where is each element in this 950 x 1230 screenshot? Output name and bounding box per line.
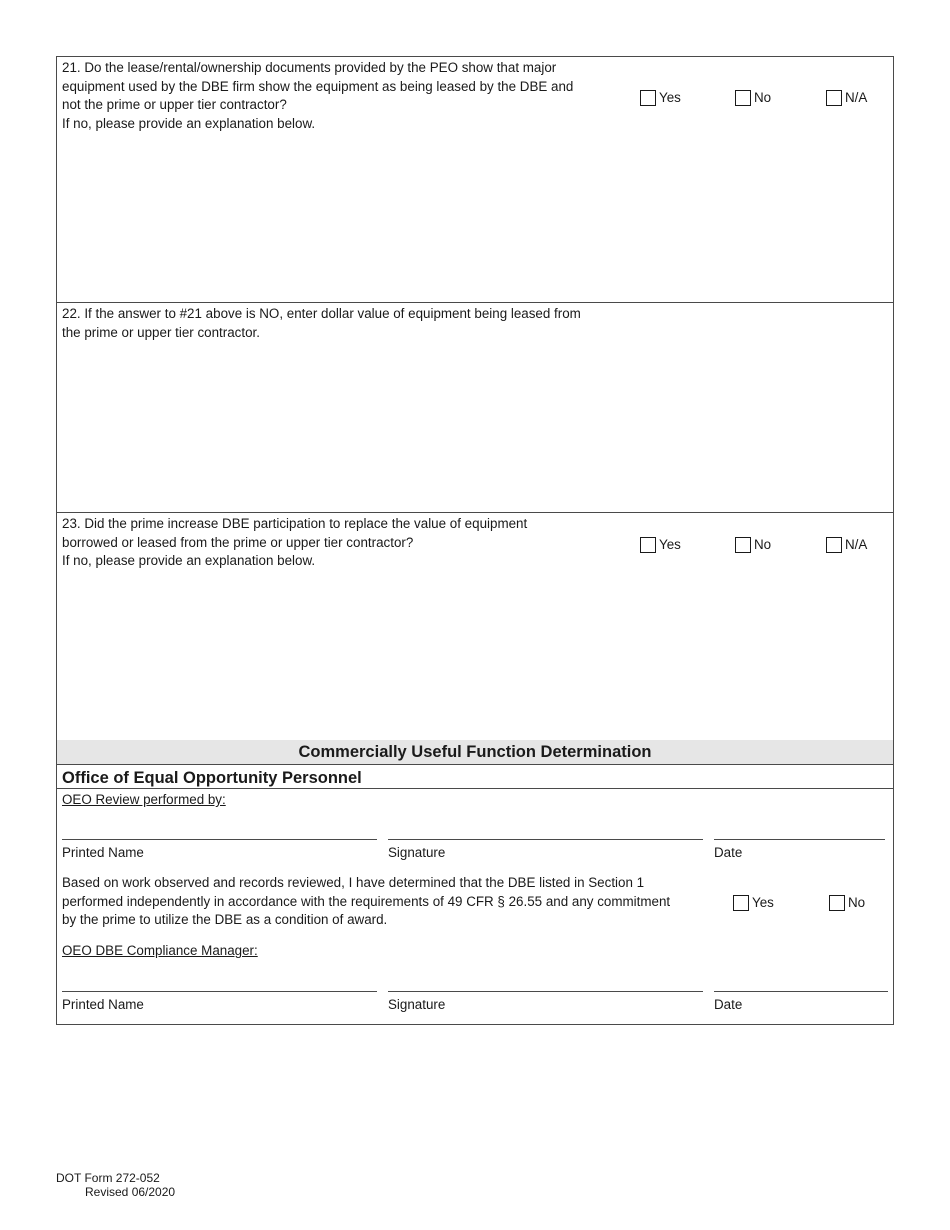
q21-na-label: N/A <box>845 90 868 105</box>
date-label: Date <box>714 845 743 860</box>
q21-explanation-area[interactable] <box>57 137 893 301</box>
q23-na-label: N/A <box>845 537 868 552</box>
q21-line-2: equipment used by the DBE firm show the equipment as being leased by the DBE and <box>62 78 574 94</box>
manager-signature-line[interactable] <box>388 991 703 992</box>
divider <box>57 302 893 303</box>
q21-line-4: If no, please provide an explanation below. <box>62 116 316 132</box>
date-line[interactable] <box>714 839 885 840</box>
determination-line-2: performed independently in accordance with the requirements of 49 CFR § 26.55 and any commitment <box>62 893 671 909</box>
q23-no-checkbox[interactable] <box>735 536 771 554</box>
checkbox-icon[interactable] <box>735 90 751 106</box>
determination-no-label: No <box>848 895 866 910</box>
oeo-review-label: OEO Review performed by: <box>62 792 226 807</box>
printed-name-line[interactable] <box>62 839 377 840</box>
revised-date: Revised 06/2020 <box>85 1185 176 1199</box>
q23-text <box>62 515 527 571</box>
compliance-manager-label: OEO DBE Compliance Manager: <box>62 943 258 958</box>
q23-yes-label: Yes <box>659 537 681 552</box>
office-heading: Office of Equal Opportunity Personnel <box>62 769 362 787</box>
checkbox-icon[interactable] <box>733 895 749 911</box>
manager-date-label: Date <box>714 997 743 1012</box>
q23-line-1: 23. Did the prime increase DBE participation to replace the value of equipment <box>62 516 528 531</box>
q21-no-checkbox[interactable] <box>735 89 771 107</box>
q22-line-2: the prime or upper tier contractor. <box>62 324 260 340</box>
section-title: Commercially Useful Function Determination <box>57 740 893 764</box>
form-frame <box>56 56 894 1025</box>
determination-no-checkbox[interactable] <box>829 894 865 912</box>
q23-line-2: borrowed or leased from the prime or upper tier contractor? <box>62 534 414 550</box>
manager-signature-label: Signature <box>388 997 446 1012</box>
q21-yes-checkbox[interactable] <box>640 89 681 107</box>
form-number: DOT Form 272-052 <box>56 1171 160 1185</box>
checkbox-icon[interactable] <box>735 537 751 553</box>
determination-yes-checkbox[interactable] <box>733 894 774 912</box>
divider <box>57 764 893 765</box>
checkbox-icon[interactable] <box>640 90 656 106</box>
checkbox-icon[interactable] <box>826 90 842 106</box>
determination-text <box>62 874 670 930</box>
q22-dollar-value-area[interactable] <box>57 347 893 511</box>
q23-no-label: No <box>754 537 772 552</box>
printed-name-label: Printed Name <box>62 845 144 860</box>
determination-line-1: Based on work observed and records reviewed, I have determined that the DBE listed in Section 1 <box>62 875 645 890</box>
divider <box>57 512 893 513</box>
checkbox-icon[interactable] <box>826 537 842 553</box>
q21-no-label: No <box>754 90 772 105</box>
signature-label: Signature <box>388 845 446 860</box>
q21-na-checkbox[interactable] <box>826 89 867 107</box>
divider <box>57 788 893 789</box>
q23-line-3: If no, please provide an explanation below. <box>62 553 316 569</box>
q21-text <box>62 59 573 134</box>
manager-printed-name-label: Printed Name <box>62 997 144 1012</box>
checkbox-icon[interactable] <box>640 537 656 553</box>
manager-date-line[interactable] <box>714 991 888 992</box>
signature-line[interactable] <box>388 839 703 840</box>
q21-yes-label: Yes <box>659 90 681 105</box>
determination-yes-label: Yes <box>752 895 774 910</box>
q22-text <box>62 305 581 342</box>
q23-yes-checkbox[interactable] <box>640 536 681 554</box>
q21-line-1: 21. Do the lease/rental/ownership documents provided by the PEO show that major <box>62 60 557 75</box>
q21-line-3: not the prime or upper tier contractor? <box>62 97 287 113</box>
determination-line-3: by the prime to utilize the DBE as a condition of award. <box>62 912 388 928</box>
q22-line-1: 22. If the answer to #21 above is NO, enter dollar value of equipment being leased from <box>62 306 581 321</box>
q23-explanation-area[interactable] <box>57 577 893 737</box>
checkbox-icon[interactable] <box>829 895 845 911</box>
q23-na-checkbox[interactable] <box>826 536 867 554</box>
manager-printed-name-line[interactable] <box>62 991 377 992</box>
